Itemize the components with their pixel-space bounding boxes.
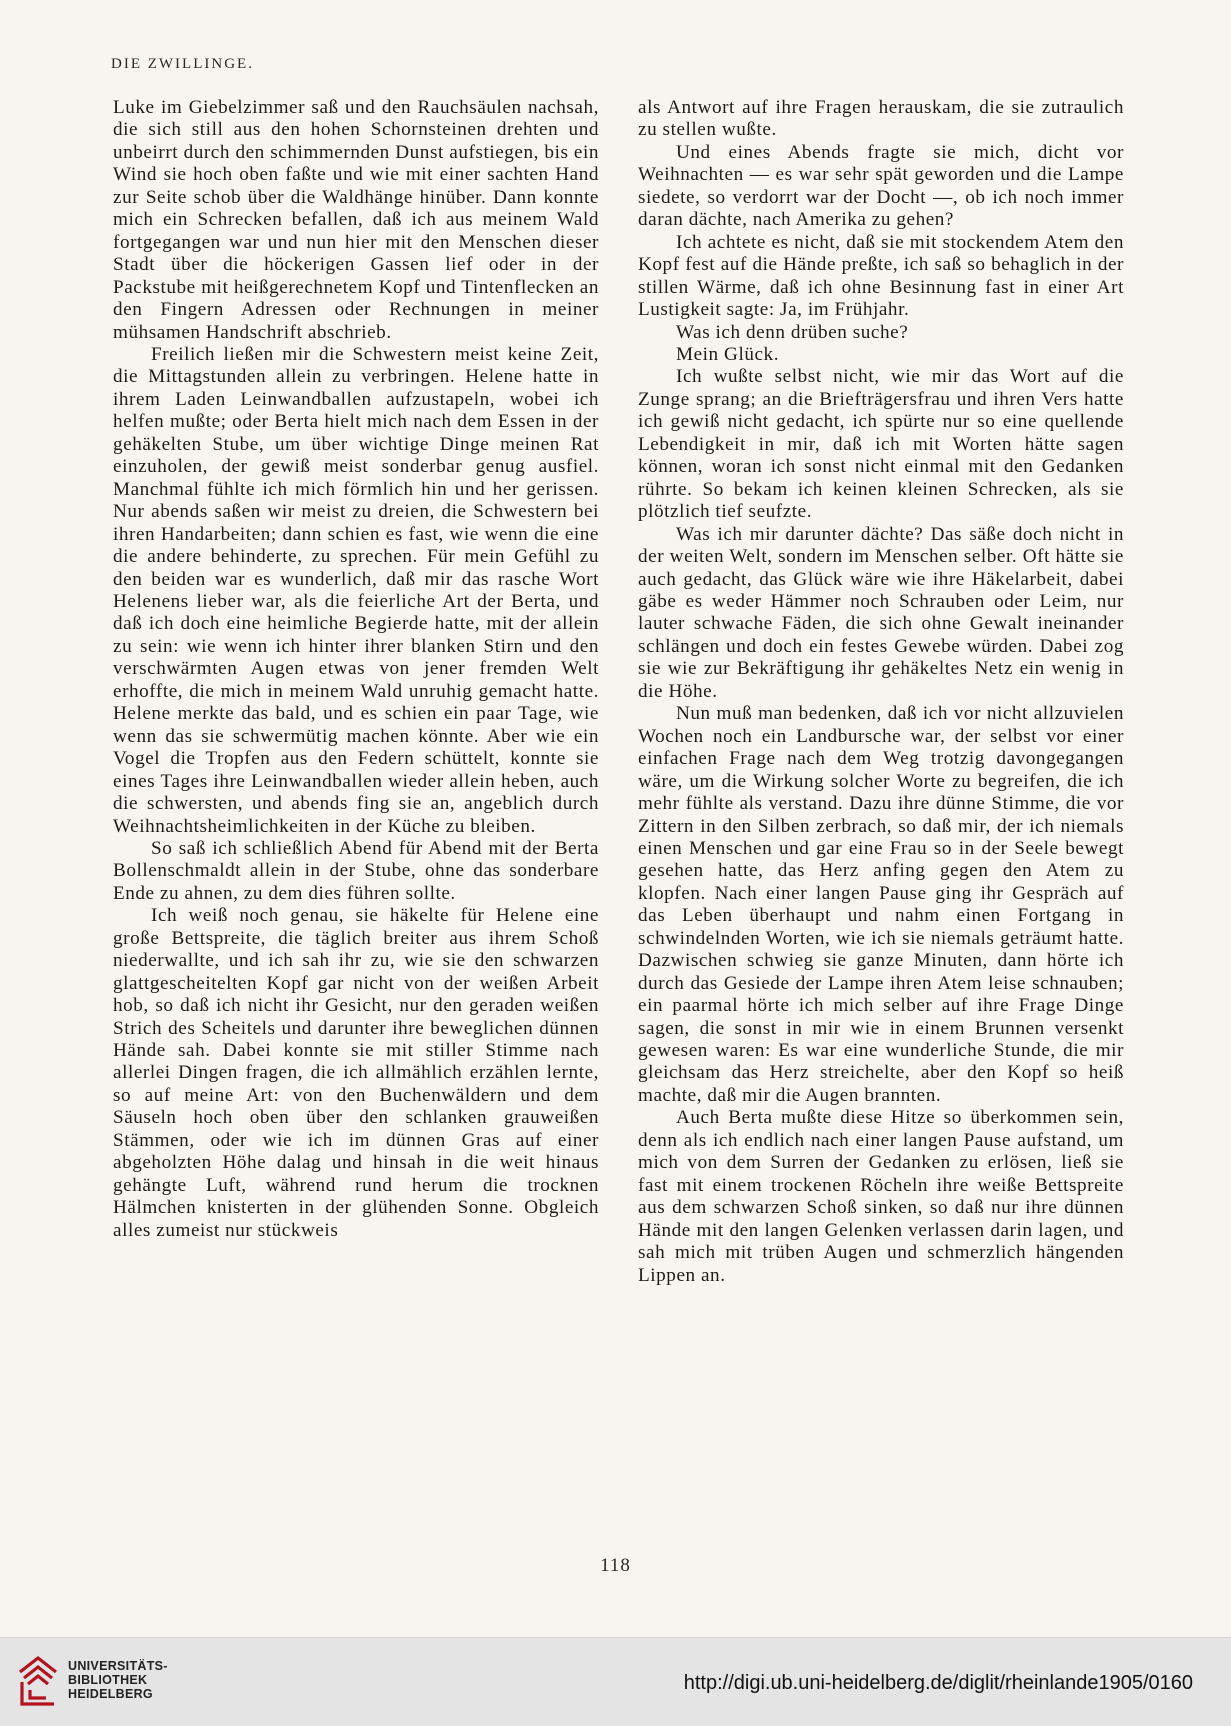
- running-title: DIE ZWILLINGE.: [111, 56, 254, 72]
- library-name-line: HEIDELBERG: [68, 1687, 153, 1701]
- library-name: [68, 1659, 168, 1701]
- page-number: 118: [600, 1555, 631, 1576]
- library-name-line: BIBLIOTHEK: [68, 1673, 148, 1687]
- paragraph: So saß ich schließlich Abend für Abend mit der Berta Bollenschmaldt allein in der Stube, ohne das sonderbare Ende zu ahnen, zu dem dies führen sollte.: [113, 837, 599, 904]
- paragraph: als Antwort auf ihre Fragen herauskam, die sie zutraulich zu stellen wußte.: [638, 97, 1124, 141]
- library-name-line: UNIVERSITÄTS-: [68, 1659, 168, 1673]
- paragraph: Ich achtete es nicht, daß sie mit stockendem Atem den Kopf fest auf die Hände preßte, ich saß so behaglich in der stillen Wärme, daß ich ohne Besinnung fast in einer Art Lustigkeit sagte: Ja, im Frühjahr.: [638, 231, 1124, 321]
- paragraph: Auch Berta mußte diese Hitze so überkommen sein, denn als ich endlich nach einer langen Pause aufstand, um mich von dem Surren der Gedanken zu erlösen, ließ sie fast mit einem trockenen Röcheln ihre weiße Bettspreite aus dem schwarzen Schoß sinken, so daß nur ihre dünnen Hände mit den langen Gelenken verlassen darin lagen, und sah mich mit trüben Augen und schmerzlich hängenden Lippen an.: [638, 1107, 1124, 1286]
- text-column-left: [113, 97, 599, 1242]
- library-logo-icon: [14, 1652, 62, 1710]
- paragraph: Nun muß man bedenken, daß ich vor nicht allzuvielen Wochen noch ein Landbursche war, der selbst vor einer einfachen Frage nach dem Weg trotzig davongegangen wäre, um die Wirkung solcher Worte zu begreifen, die ich mehr fühlte als verstand. Dazu ihre dünne Stimme, die vor Zittern in den Silben zerbrach, so daß mir, der ich niemals einen Menschen und gar eine Frau so in der Seele bewegt gesehen hatte, das Herz anfing gegen den Atem zu klopfen. Nach einer langen Pause ging ihr Gespräch auf das Leben überhaupt und nahm einen Fortgang in schwindelnden Worten, wie ich sie niemals geträumt hatte. Dazwischen schwieg sie ganze Minuten, dann hörte ich durch das Gesiede der Lampe ihren Atem leise schnauben; ein paarmal hörte ich mich selber auf ihre Frage Dinge sagen, die sonst in mir wie in einem Brunnen versenkt gewesen waren: Es war eine wunderliche Stunde, die mir gleichsam das Herz streichelte, aber den Kopf so heiß machte, daß mir die Augen brannten.: [638, 703, 1124, 1106]
- paragraph: Luke im Giebelzimmer saß und den Rauchsäulen nachsah, die sich still aus den hohen Schornsteinen drehten und unbeirrt durch den schimmernden Dunst aufstiegen, bis ein Wind sie hoch oben faßte und wie mit einer sachten Hand zur Seite schob über die Waldhänge hinüber. Dann konnte mich ein Schrecken befallen, daß ich aus meinem Wald fortgegangen war und nun hier mit den Menschen dieser Stadt über die höckerigen Gassen lief oder in der Packstube mit heißgerechnetem Kopf und Tintenflecken an den Fingern Adressen oder Rechnungen in meiner mühsamen Handschrift abschrieb.: [113, 97, 599, 343]
- text-column-right: [638, 97, 1124, 1287]
- paragraph: Mein Glück.: [676, 343, 780, 365]
- paragraph: Was ich denn drüben suche?: [676, 321, 909, 343]
- paragraph: Was ich mir darunter dächte? Das säße doch nicht in der weiten Welt, sondern im Menschen selber. Oft hätte sie auch gedacht, das Glück wäre wie ihre Häkelarbeit, dabei gäbe es weder Hämmer noch Schrauben oder Leim, nur lauter schwache Fäden, die sich ohne Gewalt ineinander schlängen und doch ein festes Gewebe würden. Dabei zog sie wie zur Bekräftigung ihr gehäkeltes Netz ein wenig in die Höhe.: [638, 523, 1124, 702]
- paragraph: Ich weiß noch genau, sie häkelte für Helene eine große Bettspreite, die täglich breiter aus ihrem Schoß niederwallte, und ich sah ihr zu, wie sie den schwarzen glattgescheitelten Kopf gar nicht von der weißen Arbeit hob, so daß ich nicht ihr Gesicht, nur den geraden weißen Strich des Scheitels und darunter ihre beweglichen dünnen Hände sah. Dabei konnte sie mit stiller Stimme nach allerlei Dingen fragen, die ich allmählich erzählen lernte, so auf meine Art: von den Buchenwäldern und dem Säuseln hoch oben über den schlanken grauweißen Stämmen, oder wie ich im dünnen Gras auf einer abgeholzten Höhe dalag und hinsah in die weit hinaus gehängte Luft, während rund herum die trocknen Hälmchen knisterten in der glühenden Sonne. Obgleich alles zumeist nur stückweis: [113, 905, 599, 1241]
- digitization-footer: [0, 1637, 1231, 1726]
- permalink-url[interactable]: http://digi.ub.uni-heidelberg.de/diglit/rheinlande1905/0160: [683, 1672, 1193, 1694]
- paragraph: Und eines Abends fragte sie mich, dicht vor Weihnachten — es war sehr spät geworden und die Lampe siedete, so verdorrt war der Docht —, ob ich noch immer daran dächte, nach Amerika zu gehen?: [638, 141, 1124, 231]
- paragraph: Freilich ließen mir die Schwestern meist keine Zeit, die Mittagstunden allein zu verbringen. Helene hatte in ihrem Laden Leinwandballen aufzustapeln, wobei ich helfen mußte; oder Berta hielt mich nach dem Essen in der gehäkelten Stube, um über wichtige Dinge meinen Rat einzuholen, der gewiß meist sonderbar genug ausfiel. Manchmal fühlte ich mich förmlich hin und her gerissen. Nur abends saßen wir meist zu dreien, die Schwestern bei ihren Handarbeiten; dann schien es fast, wie wenn die eine die andere behinderte, zu sprechen. Für mein Gefühl zu den beiden war es wunderlich, daß mir das rasche Wort Helenens lieber war, als die feierliche Art der Berta, und daß ich doch eine heimliche Begierde hatte, mit der allein zu sein: wie wenn ich hinter ihrer blanken Stirn und den verschwärmten Augen etwas von jener fremden Welt erhoffte, die mich in meinem Wald unruhig gemacht hatte. Helene merkte das bald, und es schien ein paar Tage, wie wenn das sie schwermütig machen könnte. Aber wie ein Vogel die Tropfen aus den Federn schüttelt, konnte sie eines Tages ihre Leinwandballen wieder allein heben, auch die schwersten, und abends fing sie an, angeblich durch Weihnachtsheimlichkeiten in der Küche zu bleiben.: [113, 343, 599, 837]
- paragraph: Ich wußte selbst nicht, wie mir das Wort auf die Zunge sprang; an die Briefträgersfrau und ihren Vers hatte ich gewiß nicht gedacht, ich spürte nur so eine quellende Lebendigkeit in mir, daß ich mit Worten hätte sagen können, woran ich sonst nicht einmal mit den Gedanken rührte. So bekam ich keinen kleinen Schrecken, als sie plötzlich tief seufzte.: [638, 366, 1124, 523]
